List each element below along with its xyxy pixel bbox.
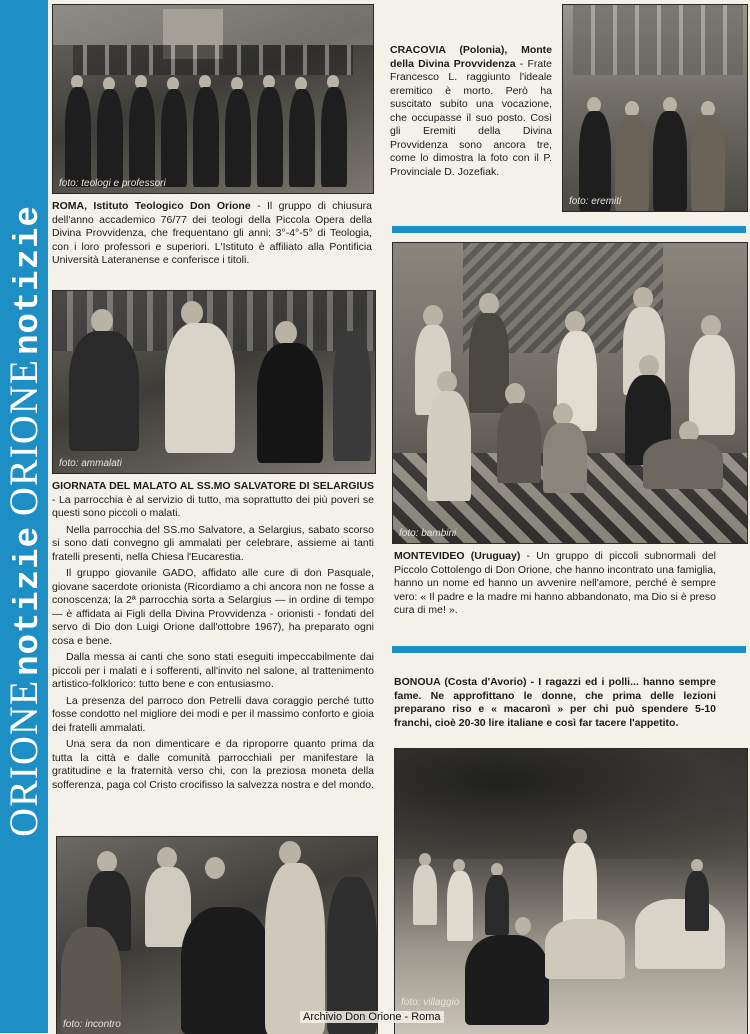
spine-word-notizie-1: notizie [10,526,48,676]
photo-cracovia-eremiti [562,4,748,212]
caption-roma-head: ROMA, Istituto Teologico Don Orione [52,200,251,212]
article-giornata [52,480,374,795]
photo-giornata2-label: foto: incontro [63,1019,121,1030]
article-giornata-intro: - La parrocchia è al servizio di tutto, ma soprattutto dei più poveri se questi sono piccoli o malati. [52,493,374,519]
caption-montevideo [394,550,716,618]
photo-giornata-ammalati [52,290,376,474]
caption-bonoua-head: BONOUA (Costa d'Avorio) [394,676,527,688]
caption-montevideo-body: - Un gruppo di piccoli subnormali del Piccolo Cottolengo di Don Orione, che hanno incontrato una famiglia, hanno un nome ed hanno un avvenire nell'amore, perché è sempre vero: « Il padre e la madre mi hanno abbandonato, ma Dio si è preso cura di me! ». [394,550,716,616]
divider-bonoua [392,646,746,653]
photo-bonoua-label: foto: villaggio [401,997,460,1008]
photo-roma-label: foto: teologi e professori [59,178,166,189]
photo-bonoua-villaggio [394,748,748,1034]
photo-giornata-incontro [56,836,378,1034]
masthead-spine [0,0,48,1033]
caption-montevideo-head: MONTEVIDEO (Uruguay) [394,550,521,562]
caption-cracovia-head: CRACOVIA (Polonia), Monte della Divina Provvidenza [390,44,552,70]
article-giornata-head: GIORNATA DEL MALATO AL SS.MO SALVATORE DI SELARGIUS [52,480,374,492]
photo-montevideo-bambini [392,242,748,544]
article-giornata-p1: Nella parrocchia del SS.mo Salvatore, a Selargius, sabato scorso si sono dati convegno gli ammalati per celebrare, assieme ai tanti fratelli presenti, nella Chiesa l'Eucarestia. [52,523,374,563]
caption-bonoua [394,676,716,730]
article-giornata-p5: Una sera da non dimenticare e da riproporre quanto prima da tutta la città e dalle comunità parrocchiali per manifestare la gratitudine e la fraternità verso chi, con la preziosa moneta della sofferenza, paga col Cristo crocifisso la salvezza nostra e del mondo. [52,738,374,791]
masthead-title [0,195,48,837]
photo-giornata-label: foto: ammalati [59,458,122,469]
photo-roma-group [52,4,374,194]
caption-roma [52,200,372,268]
caption-bonoua-body: - I ragazzi ed i polli... hanno sempre fame. Ne approfittano le donne, che prima delle lezioni preparano riso e « macaronì » per chi può spendere 5-10 franchi, cioè 20-30 lire italiane e così far tacere l'appetito. [394,676,716,729]
spine-word-orione-2: ORIONE [1,358,46,516]
spine-word-orione-1: ORIONE [1,679,46,837]
caption-roma-body: - Il gruppo di chiusura dell'anno accademico 76/77 dei teologi della Piccola Opera della Divina Provvidenza, che frequentano gli anni: 3°-4°-5° di Teologia, con i loro professori e superiori. L'Istituto è affiliato alla Pontificia Università Lateranense e conferisce i titoli. [52,200,372,266]
divider-cracovia [392,226,746,233]
photo-montevideo-label: foto: bambini [399,528,457,539]
caption-cracovia [390,44,552,179]
caption-cracovia-body: - Frate Francesco L. raggiunto l'ideale eremitico è morto. Però ha suscitato subito una vocazione, che occupasse il suo posto. Così gli Eremiti della Divina Provvidenza sono ancora tre, come lo dimostra la foto con il P. Provinciale D. Jozefiak. [390,57,552,178]
article-giornata-p2: Il gruppo giovanile GADO, affidato alle cure di don Pasquale, giovane sacerdote orionista (Ricordiamo a chi ancora non ne fosse a conoscenza; la 2ª parrocchia sorta a Selargius — in ordine di tempo — è affidata ai Figli della Divina Provvidenza - orionisti - fondati del servo di Dio don Luigi Orione dall'ottobre 1967), ha preparato ogni cosa e bene. [52,567,374,647]
photo-cracovia-label: foto: eremiti [569,196,622,207]
article-giornata-p3: Dalla messa ai canti che sono stati eseguiti impeccabilmente dai piccoli per i malati e i sofferenti, all'invito nel salone, al trattenimento artistico-folklorico: tutto bene e con entusiasmo. [52,651,374,690]
archive-credit: Archivio Don Orione - Roma [300,1011,444,1023]
article-giornata-p4: La presenza del parroco don Petrelli dava coraggio perché tutto fosse condotto nel migliore dei modi e per il massimo conforto e gioia dei fratelli ammalati. [52,694,374,734]
spine-word-notizie-2: notizie [10,205,48,355]
article-giornata-lead [52,480,374,521]
